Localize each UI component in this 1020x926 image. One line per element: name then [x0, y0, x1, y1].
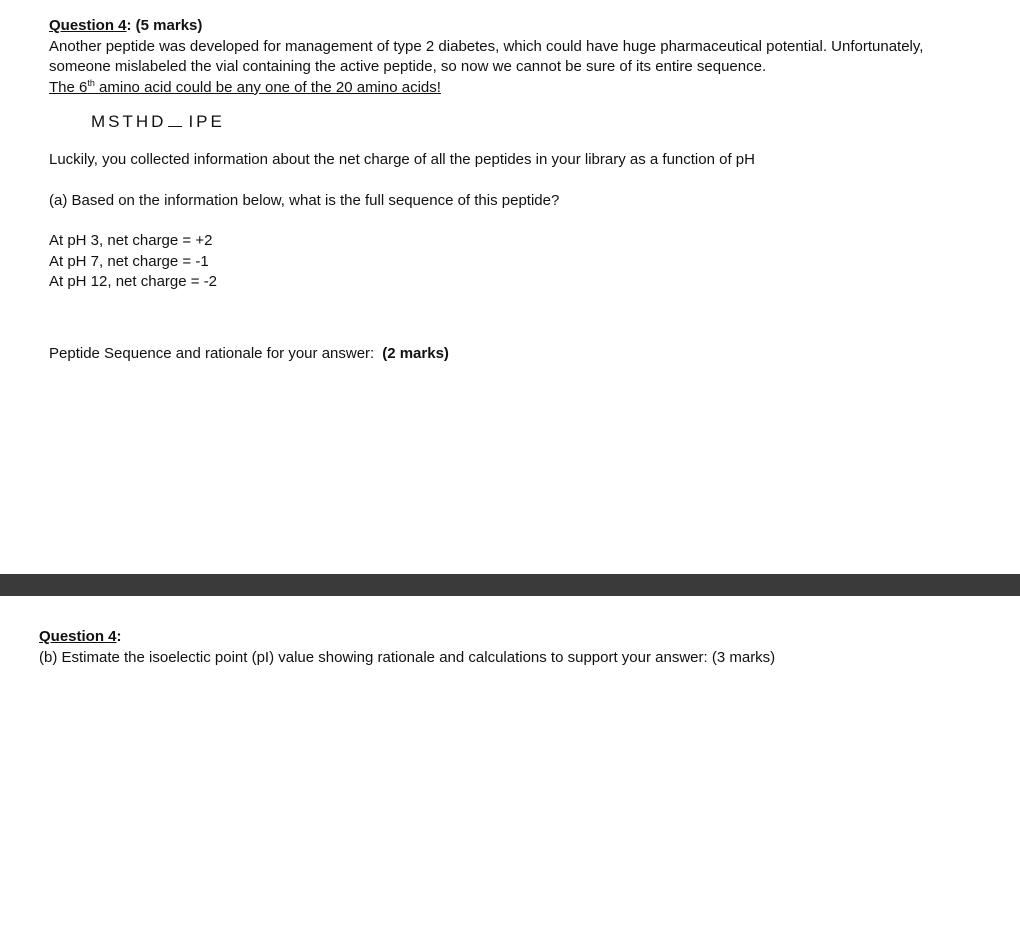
charge-label: At pH 12, net charge =: [49, 273, 204, 290]
sixth-amino-acid-note: [49, 78, 1009, 99]
intro-line-1: Another peptide was developed for management of type 2 diabetes, which could have huge pharmaceutical potential. Unfortunately,: [49, 37, 924, 55]
question-4-part-b: [39, 627, 1009, 668]
peptide-sequence: [91, 112, 1009, 136]
sequence-left: MSTHD: [91, 112, 167, 131]
question-title-marks: : (5 marks): [126, 17, 203, 34]
charge-value: -2: [203, 273, 218, 290]
answer-marks: (2 marks): [382, 344, 449, 362]
note-superscript: th: [87, 77, 95, 88]
part-a-question: (a) Based on the information below, what is the full sequence of this peptide?: [49, 191, 560, 209]
note-suffix: amino acid could be any one of the 20 amino acids!: [94, 78, 441, 96]
charge-label: At pH 7, net charge =: [49, 252, 196, 270]
question-title-b-suffix: :: [116, 628, 122, 645]
charge-label: At pH 3, net charge =: [49, 232, 196, 249]
charge-list: [49, 231, 1009, 293]
charge-value: +2: [195, 232, 213, 249]
charge-row: [49, 272, 1009, 293]
question-title-b-label: Question 4: [39, 628, 117, 645]
sequence-blank: [168, 112, 182, 127]
charge-value: -1: [195, 252, 209, 270]
charge-row: [49, 231, 1009, 252]
question-4-part-a: [49, 16, 1009, 364]
part-b-question: (b) Estimate the isoelectic point (pI) value showing rationale and calculations to support your answer: (3 marks): [39, 648, 776, 666]
charge-row: [49, 252, 1009, 273]
question-title-b: [39, 627, 1009, 648]
answer-prompt: [49, 344, 1009, 365]
luckily-text: Luckily, you collected information about the net charge of all the peptides in your library as a function of pH: [49, 151, 755, 168]
note-prefix: The 6: [49, 78, 88, 96]
page-divider: [0, 574, 1020, 596]
sequence-right: IPE: [188, 112, 225, 131]
question-title-label: Question 4: [49, 17, 127, 34]
intro-line-2: someone mislabeled the vial containing the active peptide, so now we cannot be sure of its entire sequence.: [49, 58, 767, 75]
answer-prompt-text: Peptide Sequence and rationale for your answer:: [49, 344, 375, 362]
question-title: [49, 16, 1009, 37]
